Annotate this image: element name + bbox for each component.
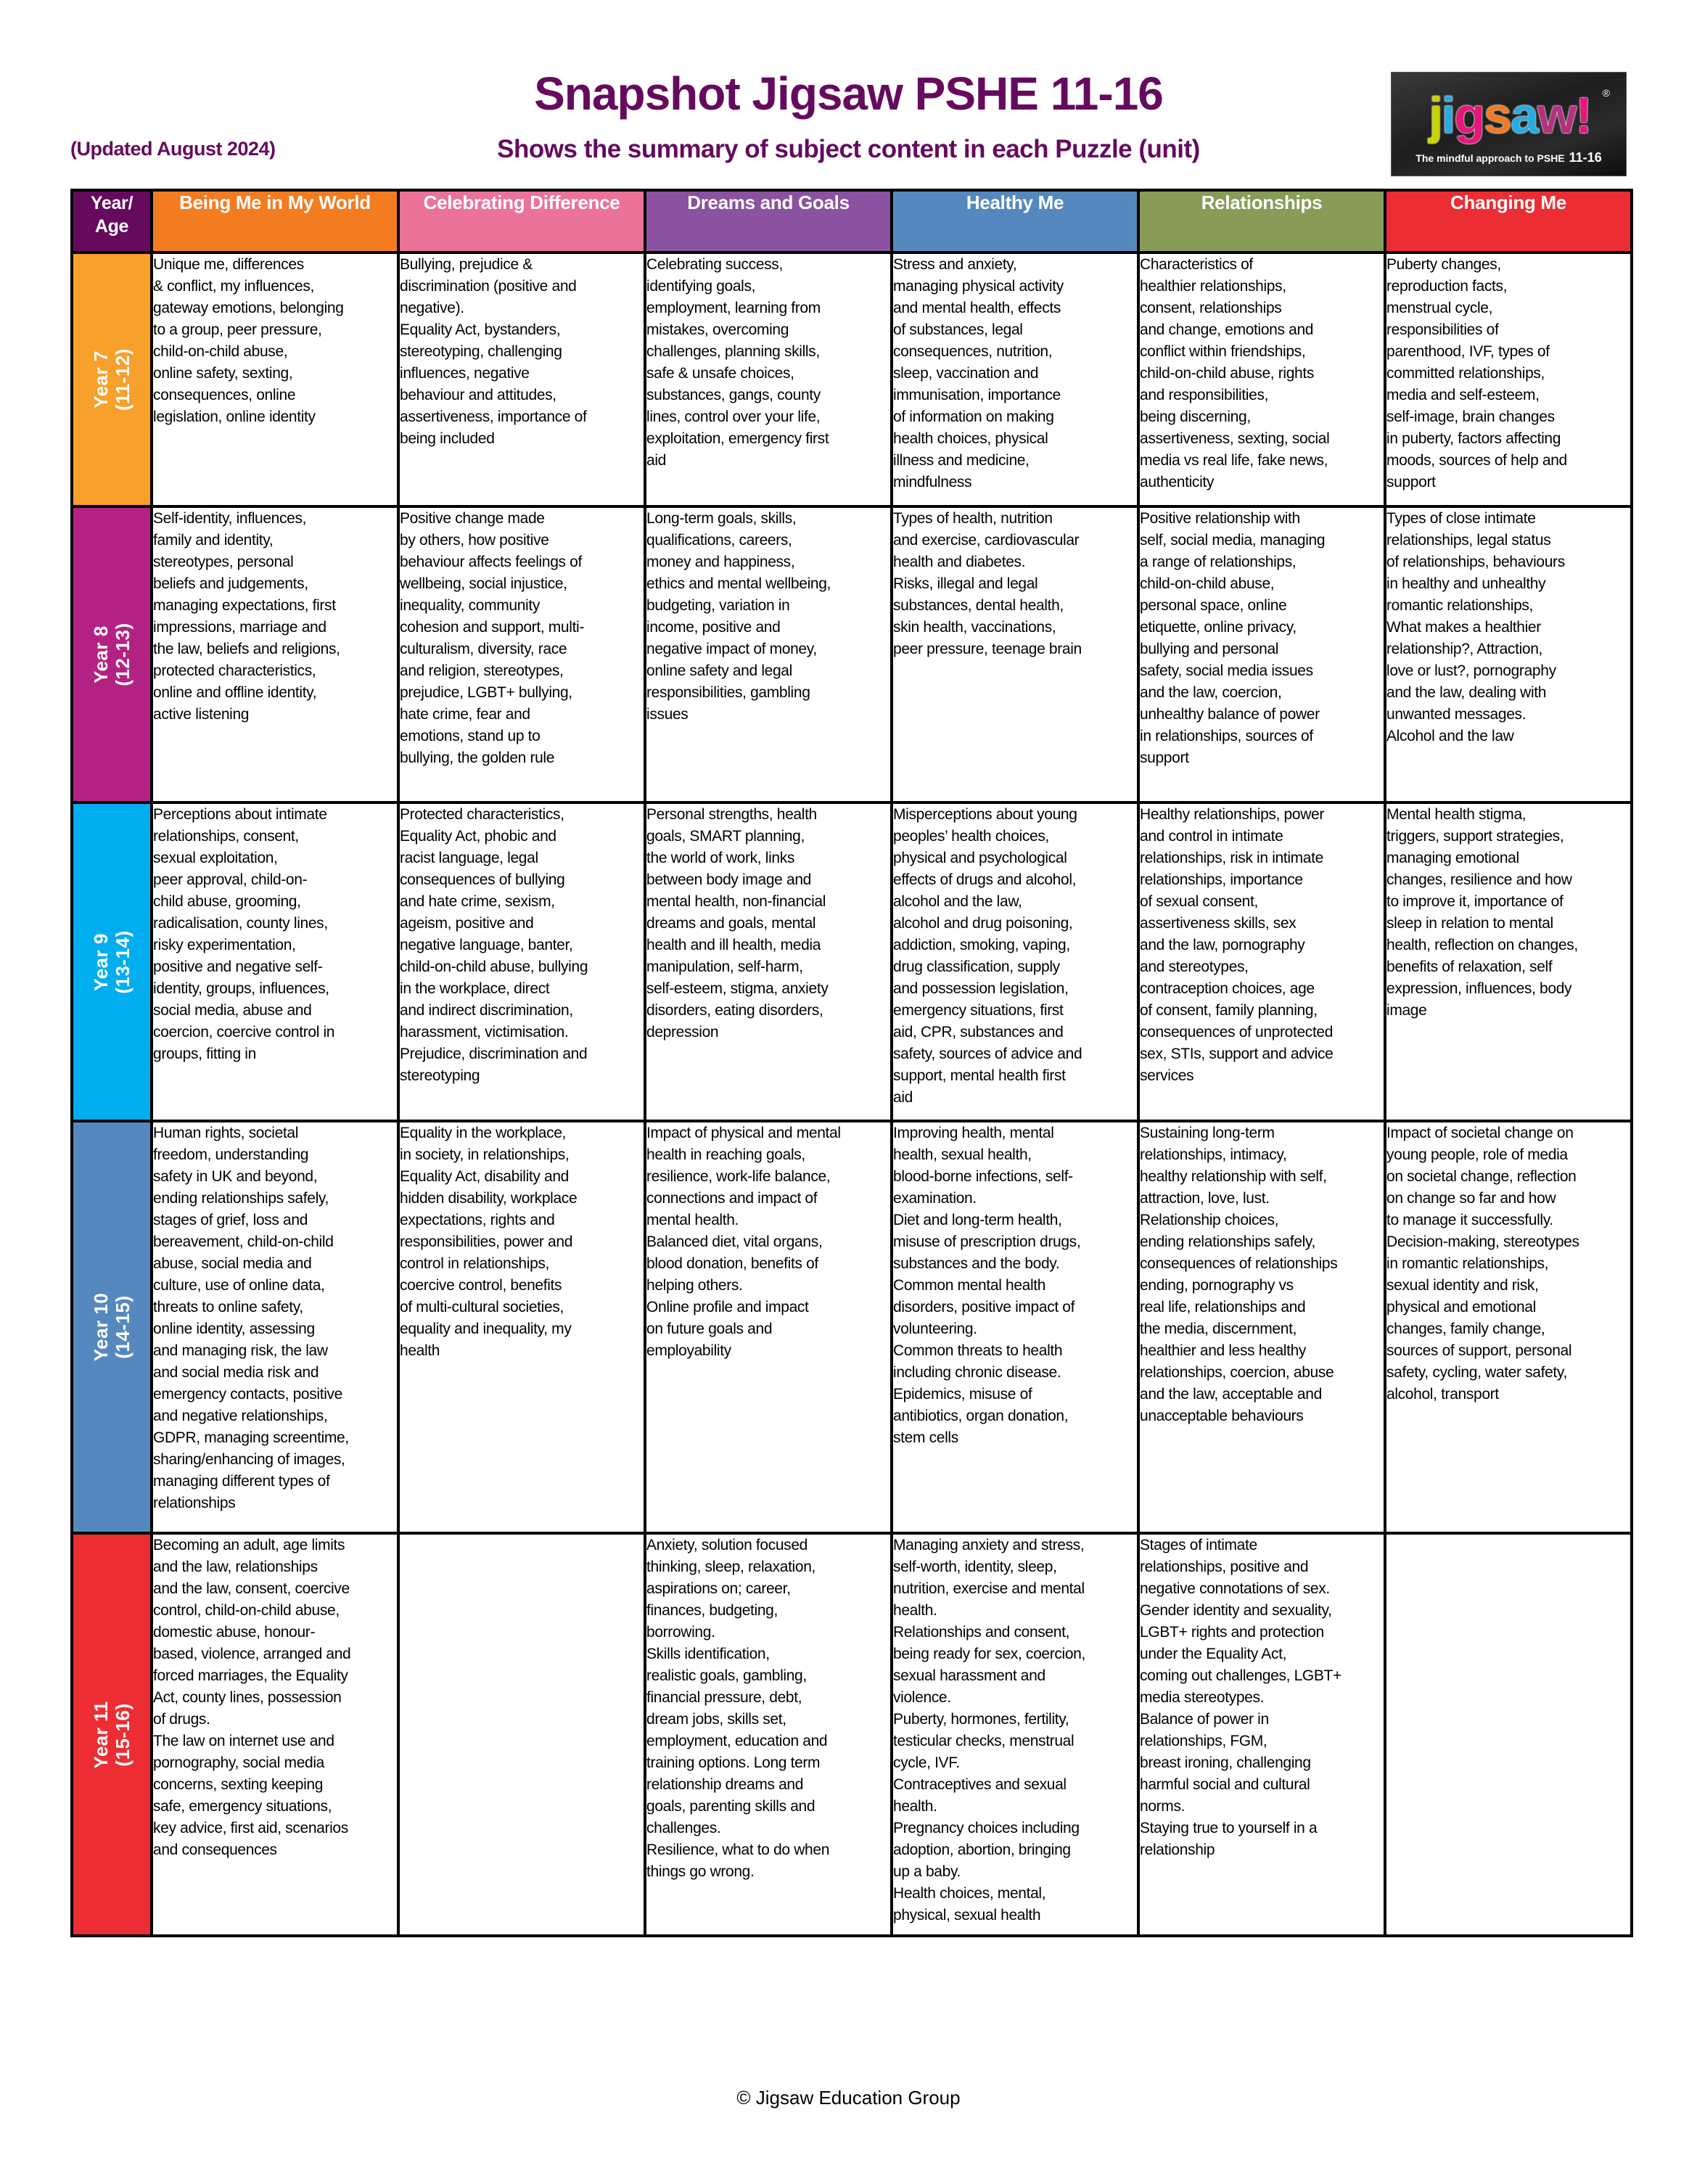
logo-letter: w [1537, 87, 1576, 144]
year-label [90, 1701, 133, 1768]
content-cell: Positive relationship with self, social media, managing a range of relationships, child-on-child abuse, personal space, online etiquette, online privacy, bullying and personal safety, social media issues and the law, coercion, unhealthy balance of power in relationships, sources of support [1138, 506, 1385, 802]
content-cell: Self-identity, influences, family and identity, stereotypes, personal beliefs and judgements, managing expectations, first impressions, marriage and the law, beliefs and religions, protected characteristics, online and offline identity, active listening [152, 506, 398, 802]
puzzle-header-celebrating-difference: Celebrating Difference [398, 190, 645, 253]
page-subtitle: Shows the summary of subject content in each Puzzle (unit) [497, 135, 1200, 163]
puzzle-header-dreams-and-goals: Dreams and Goals [645, 190, 892, 253]
year-label [90, 623, 133, 686]
content-cell: Protected characteristics, Equality Act, phobic and racist language, legal consequences of bullying and hate crime, sexism, ageism, positive and negative language, banter, child-on-child abuse, bullying in the workplace, direct and indirect discrimination, harassment, victimisation. Prejudice, discrimination and stereotyping [398, 802, 645, 1121]
content-cell: Stages of intimate relationships, positive and negative connotations of sex. Gender identity and sexuality, LGBT+ rights and protection under the Equality Act, coming out challenges, LGBT+ media stereotypes. Balance of power in relationships, FGM, breast ironing, challenging harmful social and cultural norms. Staying true to yourself in a relationship [1138, 1533, 1385, 1936]
registered-mark: ® [1602, 87, 1610, 99]
logo-tagline-text: The mindful approach to PSHE [1415, 152, 1565, 164]
content-cell [1385, 1533, 1632, 1936]
puzzle-header-healthy-me: Healthy Me [892, 190, 1138, 253]
content-cell: Managing anxiety and stress, self-worth, identity, sleep, nutrition, exercise and mental health. Relationships and consent, being ready for sex, coercion, sexual harassment and violence. Puberty, hormones, fertility, testicular checks, menstrual cycle, IVF. Contraceptives and sexual health. Pregnancy choices including adoption, abortion, bringing up a baby. Health choices, mental, physical, sexual health [892, 1533, 1138, 1936]
logo-tagline-range: 11-16 [1569, 150, 1602, 165]
content-cell: Types of health, nutrition and exercise, cardiovascular health and diabetes. Risks, illegal and legal substances, dental health, skin health, vaccinations, peer pressure, teenage brain [892, 506, 1138, 802]
content-cell [398, 1533, 645, 1936]
year-age: (11-12) [112, 348, 133, 411]
content-cell: Puberty changes, reproduction facts, menstrual cycle, responsibilities of parenthood, IVF, types of committed relationships, media and self-esteem, self-image, brain changes in puberty, factors affecting moods, sources of help and support [1385, 253, 1632, 506]
table-header-row [72, 190, 1632, 253]
year-age: (14-15) [112, 1295, 133, 1359]
table-row-year-7 [72, 253, 1632, 506]
puzzle-table [70, 189, 1633, 1937]
table-row-year-9 [72, 802, 1632, 1121]
content-cell: Mental health stigma, triggers, support strategies, managing emotional changes, resilience and how to improve it, importance of sleep in relation to mental health, reflection on changes, benefits of relaxation, self expression, influences, body image [1385, 802, 1632, 1121]
content-cell: Positive change made by others, how positive behaviour affects feelings of wellbeing, social injustice, inequality, community cohesion and support, multi- culturalism, diversity, race and religion, stereotypes, prejudice, LGBT+ bullying, hate crime, fear and emotions, stand up to bullying, the golden rule [398, 506, 645, 802]
content-cell: Impact of societal change on young people, role of media on societal change, reflection on change so far and how to manage it successfully. Decision-making, stereotypes in romantic relationships, sexual identity and risk, physical and emotional changes, family change, sources of support, personal safety, cycling, water safety, alcohol, transport [1385, 1121, 1632, 1533]
logo-wordmark [1405, 83, 1615, 148]
year-age: (15-16) [112, 1702, 133, 1767]
content-cell: Equality in the workplace, in society, in relationships, Equality Act, disability and hidden disability, workplace expectations, rights and responsibilities, power and control in relationships, coercive control, benefits of multi-cultural societies, equality and inequality, my health [398, 1121, 645, 1533]
year-age-header: Year/ Age [72, 190, 152, 253]
year-label [90, 930, 133, 993]
year-name: Year 11 [90, 1700, 112, 1769]
table-row-year-10 [72, 1121, 1632, 1533]
year-label-cell [72, 506, 152, 802]
content-cell: Unique me, differences & conflict, my influences, gateway emotions, belonging to a group, peer pressure, child-on-child abuse, online safety, sexting, consequences, online legislation, online identity [152, 253, 398, 506]
content-cell: Sustaining long-term relationships, intimacy, healthy relationship with self, attraction, love, lust. Relationship choices, ending relationships safely, consequences of relationships ending, pornography vs real life, relationships and the media, discernment, healthier and less healthy relationships, coercion, abuse and the law, acceptable and unacceptable behaviours [1138, 1121, 1385, 1533]
content-cell: Personal strengths, health goals, SMART planning, the world of work, links between body image and mental health, non-financial dreams and goals, mental health and ill health, media manipulation, self-harm, self-esteem, stigma, anxiety disorders, eating disorders, depression [645, 802, 892, 1121]
content-cell: Bullying, prejudice & discrimination (positive and negative). Equality Act, bystanders, stereotyping, challenging influences, negative behaviour and attitudes, assertiveness, importance of being included [398, 253, 645, 506]
year-label-cell [72, 253, 152, 506]
table-row-year-8 [72, 506, 1632, 802]
content-cell: Celebrating success, identifying goals, employment, learning from mistakes, overcoming challenges, planning skills, safe & unsafe choices, substances, gangs, county lines, control over your life, exploitation, emergency first aid [645, 253, 892, 506]
table-row-year-11 [72, 1533, 1632, 1936]
copyright-footer: © Jigsaw Education Group [736, 2087, 961, 2109]
year-age: (13-14) [112, 929, 133, 994]
puzzle-header-being-me: Being Me in My World [152, 190, 398, 253]
year-name: Year 7 [90, 350, 112, 409]
content-cell: Improving health, mental health, sexual health, blood-borne infections, self- examination. Diet and long-term health, misuse of prescription drugs, substances and the body. Common mental health disorders, positive impact of volunteering. Common threats to health including chronic disease. Epidemics, misuse of antibiotics, organ donation, stem cells [892, 1121, 1138, 1533]
year-name: Year 9 [90, 932, 112, 991]
content-cell: Stress and anxiety, managing physical activity and mental health, effects of substances, legal consequences, nutrition, sleep, vaccination and immunisation, importance of information on making health choices, physical illness and medicine, mindfulness [892, 253, 1138, 506]
logo-letter: a [1510, 87, 1537, 144]
logo-letter: g [1454, 87, 1484, 144]
logo-tagline [1392, 150, 1626, 165]
logo-letter: j [1429, 87, 1442, 144]
year-label-cell [72, 1121, 152, 1533]
content-cell: Types of close intimate relationships, legal status of relationships, behaviours in healthy and unhealthy romantic relationships, What makes a healthier relationship?, Attraction, love or lust?, pornography and the law, dealing with unwanted messages. Alcohol and the law [1385, 506, 1632, 802]
year-label-cell [72, 802, 152, 1121]
year-label [90, 348, 133, 411]
logo-letter: ! [1575, 87, 1591, 144]
year-age: (12-13) [112, 623, 133, 686]
year-name: Year 8 [90, 625, 112, 683]
puzzle-header-changing-me: Changing Me [1385, 190, 1632, 253]
page-title: Snapshot Jigsaw PSHE 11-16 [534, 67, 1163, 120]
content-cell: Human rights, societal freedom, understanding safety in UK and beyond, ending relationships safely, stages of grief, loss and bereavement, child-on-child abuse, social media and culture, use of online data, threats to online safety, online identity, assessing and managing risk, the law and social media risk and emergency contacts, positive and negative relationships, GDPR, managing screentime, sharing/enhancing of images, managing different types of relationships [152, 1121, 398, 1533]
logo-letter: s [1484, 87, 1511, 144]
jigsaw-logo [1391, 72, 1627, 176]
content-cell: Misperceptions about young peoples’ health choices, physical and psychological effects of drugs and alcohol, alcohol and the law, alcohol and drug poisoning, addiction, smoking, vaping, drug classification, supply and possession legislation, emergency situations, first aid, CPR, substances and safety, sources of advice and support, mental health first aid [892, 802, 1138, 1121]
year-label-cell [72, 1533, 152, 1936]
content-cell: Impact of physical and mental health in reaching goals, resilience, work-life balance, connections and impact of mental health. Balanced diet, vital organs, blood donation, benefits of helping others. Online profile and impact on future goals and employability [645, 1121, 892, 1533]
content-cell: Characteristics of healthier relationships, consent, relationships and change, emotions and conflict within friendships, child-on-child abuse, rights and responsibilities, being discerning, assertiveness, sexting, social media vs real life, fake news, authenticity [1138, 253, 1385, 506]
content-cell: Long-term goals, skills, qualifications, careers, money and happiness, ethics and mental wellbeing, budgeting, variation in income, positive and negative impact of money, online safety and legal responsibilities, gambling issues [645, 506, 892, 802]
logo-letter: i [1441, 87, 1455, 144]
content-cell: Becoming an adult, age limits and the law, relationships and the law, consent, coercive control, child-on-child abuse, domestic abuse, honour- based, violence, arranged and forced marriages, the Equality Act, county lines, possession of drugs. The law on internet use and pornography, social media concerns, sexting keeping safe, emergency situations, key advice, first aid, scenarios and consequences [152, 1533, 398, 1936]
updated-date: (Updated August 2024) [70, 138, 276, 160]
year-name: Year 10 [90, 1292, 112, 1362]
content-cell: Healthy relationships, power and control in intimate relationships, risk in intimate relationships, importance of sexual consent, assertiveness skills, sex and the law, pornography and stereotypes, contraception choices, age of consent, family planning, consequences of unprotected sex, STIs, support and advice services [1138, 802, 1385, 1121]
year-label [90, 1293, 133, 1362]
content-cell: Perceptions about intimate relationships, consent, sexual exploitation, peer approval, child-on- child abuse, grooming, radicalisation, county lines, risky experimentation, positive and negative self- identity, groups, influences, social media, abuse and coercion, coercive control in groups, fitting in [152, 802, 398, 1121]
content-cell: Anxiety, solution focused thinking, sleep, relaxation, aspirations on; career, finances, budgeting, borrowing. Skills identification, realistic goals, gambling, financial pressure, debt, dream jobs, skills set, employment, education and training options. Long term relationship dreams and goals, parenting skills and challenges. Resilience, what to do when things go wrong. [645, 1533, 892, 1936]
puzzle-header-relationships: Relationships [1138, 190, 1385, 253]
